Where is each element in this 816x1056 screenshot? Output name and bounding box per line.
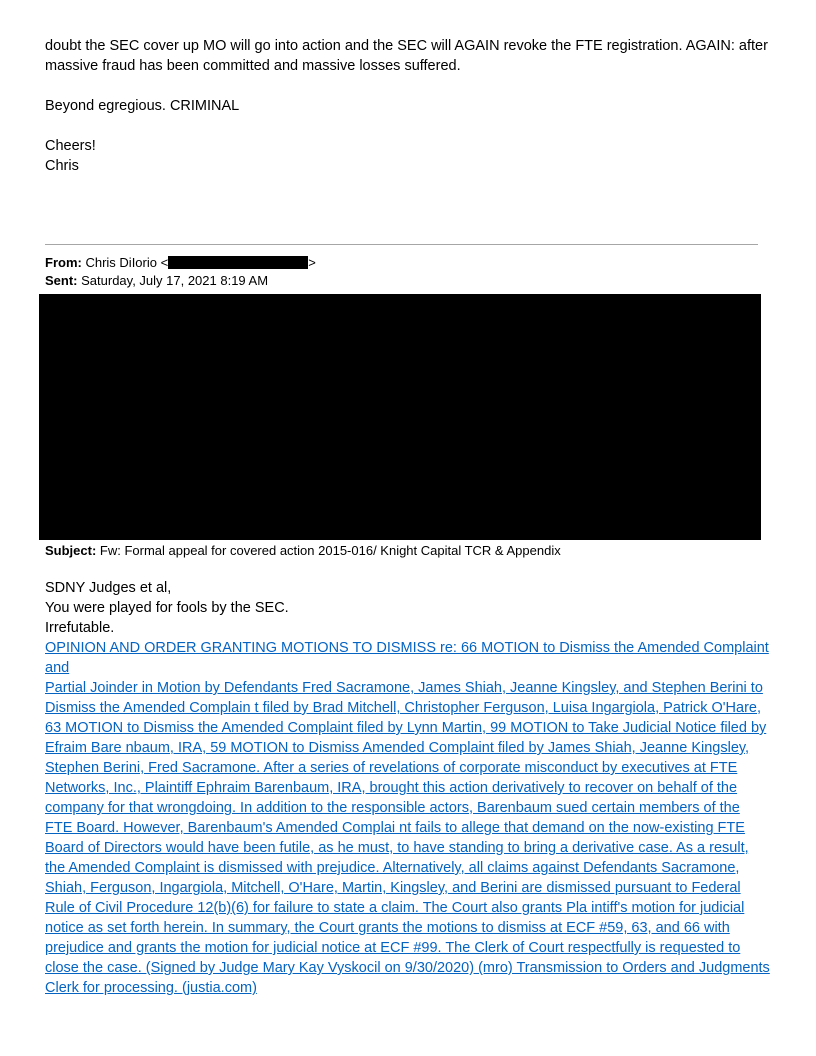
link-line: Stephen Berini, Fred Sacramone. After a series of revelations of corporate misconduct by executives at FTE bbox=[45, 760, 738, 776]
subject-line bbox=[45, 542, 561, 560]
body-line: doubt the SEC cover up MO will go into action and the SEC will AGAIN revoke the FTE registration. AGAIN: after bbox=[45, 38, 768, 54]
sent-line bbox=[45, 272, 268, 290]
link-line: close the case. (Signed by Judge Mary Kay Vyskocil on 9/30/2020) (mro) Transmission to Orders and Judgments bbox=[45, 960, 770, 976]
link-line: Networks, Inc., Plaintiff Ephraim Barenbaum, IRA, brought this action derivatively to recover on behalf of the bbox=[45, 780, 738, 796]
message-intro bbox=[45, 578, 775, 638]
from-line bbox=[45, 254, 316, 272]
justia-opinion-link[interactable] bbox=[45, 638, 775, 998]
link-line: notice as set forth herein. In summary, the Court grants the motions to dismiss at ECF #59, 63, and 66 with bbox=[45, 920, 730, 936]
from-name: Chris DiIorio < bbox=[85, 255, 169, 270]
subject-label: Subject: bbox=[45, 543, 97, 558]
link-line: the Amended Complaint is dismissed with prejudice. Alternatively, all claims against Defendants Sacramone, bbox=[45, 860, 740, 876]
salutation: SDNY Judges et al, bbox=[45, 580, 172, 596]
link-line: Clerk for processing. (justia.com) bbox=[45, 980, 257, 996]
link-line: OPINION AND ORDER GRANTING MOTIONS TO DISMISS re: 66 MOTION to Dismiss the Amended Complaint and bbox=[45, 640, 769, 676]
from-close: > bbox=[308, 255, 316, 270]
signoff-name: Chris bbox=[45, 158, 79, 174]
redaction-block bbox=[39, 294, 761, 540]
link-line: Efraim Bare nbaum, IRA, 59 MOTION to Dismiss Amended Complaint filed by James Shiah, Jeanne Kingsley, bbox=[45, 740, 750, 756]
link-line: company for that wrongdoing. In addition to the responsible actors, Barenbaum sued certain members of the bbox=[45, 800, 740, 816]
link-line: Shiah, Ferguson, Ingargiola, Mitchell, O'Hare, Martin, Kingsley, and Berini are dismissed pursuant to Federal bbox=[45, 880, 741, 896]
body-line: massive fraud has been committed and massive losses suffered. bbox=[45, 58, 461, 74]
redacted-email bbox=[168, 256, 308, 269]
message-line: Irrefutable. bbox=[45, 620, 115, 636]
sent-value: Saturday, July 17, 2021 8:19 AM bbox=[81, 273, 269, 288]
link-line: Board of Directors would have been futile, as he must, to have standing to bring a derivative case. As a result, bbox=[45, 840, 749, 856]
link-line: 63 MOTION to Dismiss the Amended Complaint filed by Lynn Martin, 99 MOTION to Take Judicial Notice filed by bbox=[45, 720, 767, 736]
sent-label: Sent: bbox=[45, 273, 78, 288]
link-line: FTE Board. However, Barenbaum's Amended Complai nt fails to allege that demand on the now-existing FTE bbox=[45, 820, 745, 836]
closing-remark: Beyond egregious. CRIMINAL bbox=[45, 98, 240, 114]
subject-value: Fw: Formal appeal for covered action 2015-016/ Knight Capital TCR & Appendix bbox=[99, 543, 561, 558]
message-line: You were played for fools by the SEC. bbox=[45, 600, 289, 616]
signoff bbox=[45, 136, 775, 176]
link-line: Rule of Civil Procedure 12(b)(6) for failure to state a claim. The Court also grants Pla intiff's motion for judicial bbox=[45, 900, 745, 916]
from-label: From: bbox=[45, 255, 82, 270]
body-paragraph bbox=[45, 36, 775, 76]
header-divider bbox=[45, 244, 758, 245]
signoff-greeting: Cheers! bbox=[45, 138, 96, 154]
link-line: Dismiss the Amended Complain t filed by Brad Mitchell, Christopher Ferguson, Luisa Ingargiola, Patrick O'Hare, bbox=[45, 700, 762, 716]
link-line: prejudice and grants the motion for judicial notice at ECF #99. The Clerk of Court respectfully is requested to bbox=[45, 940, 741, 956]
link-line: Partial Joinder in Motion by Defendants Fred Sacramone, James Shiah, Jeanne Kingsley, and Stephen Berini to bbox=[45, 680, 763, 696]
